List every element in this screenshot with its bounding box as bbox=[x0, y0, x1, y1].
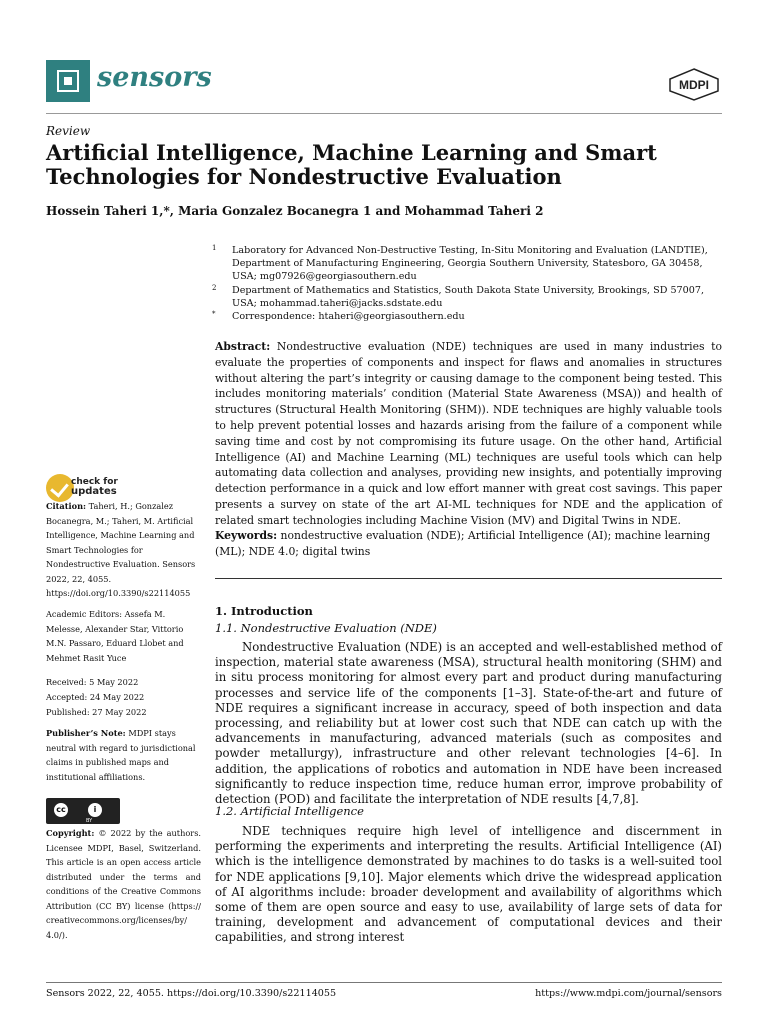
abstract bbox=[215, 339, 722, 529]
check-updates-line2: updates bbox=[71, 486, 117, 497]
paragraph-text: NDE techniques require high level of intelligence and discernment in performing the experiments and interpreting the results. Artificial Intelligence (AI) which is the intelligence demonstrated by machines to do tasks is a well-suited tool for NDE applications [9,10]. Major elements which drive the widespread application of AI algorithms include: broader development and availability of algorithms which some of them are open source and easy to use, availability of large sets of data for training, development and advancement of computational devices and their capabilities, and strong interest bbox=[215, 824, 722, 945]
academic-editors: Academic Editors: Assefa M. Melesse, Alexander Star, Vittorio M.N. Passaro, Eduard Llobet and Mehmet Rasit Yuce bbox=[46, 609, 184, 663]
footer-citation[interactable]: Sensors 2022, 22, 4055. https://doi.org/10.3390/s22114055 bbox=[46, 988, 337, 999]
affiliation-num: 2 bbox=[212, 284, 217, 292]
citation-label: Citation: bbox=[46, 501, 87, 511]
check-updates-label[interactable] bbox=[71, 477, 118, 497]
published-date: Published: 27 May 2022 bbox=[46, 707, 147, 717]
affiliation-text: Laboratory for Advanced Non-Destructive Testing, In-Situ Monitoring and Evaluation (LANDTIE), Department of Manufacturing Engineering, Georgia Southern University, Statesboro, GA 30458, USA; mg07926@georgiasouthern.edu bbox=[232, 245, 708, 283]
affiliation-text: Correspondence: htaheri@georgiasouthern.edu bbox=[232, 311, 465, 322]
paragraph bbox=[215, 824, 722, 946]
keywords-label: Keywords: bbox=[215, 529, 278, 542]
check-updates-line1: check for bbox=[71, 477, 118, 487]
affiliation-2 bbox=[214, 284, 729, 310]
abstract-label: Abstract: bbox=[215, 340, 271, 353]
footer-divider bbox=[46, 982, 722, 983]
accepted-date: Accepted: 24 May 2022 bbox=[46, 692, 145, 702]
section-heading: 1. Introduction bbox=[215, 604, 313, 618]
attribution-icon: i bbox=[86, 801, 104, 819]
by-label: BY bbox=[86, 818, 93, 824]
publisher-note bbox=[46, 726, 201, 784]
affiliation-num: * bbox=[212, 310, 216, 318]
cc-icon: cc bbox=[52, 801, 70, 819]
affiliation-num: 1 bbox=[212, 244, 217, 252]
mdpi-logo[interactable] bbox=[668, 67, 720, 101]
copyright bbox=[46, 826, 201, 942]
abstract-divider bbox=[215, 578, 722, 579]
copyright-label: Copyright: bbox=[46, 828, 95, 838]
cc-by-license-icon[interactable] bbox=[46, 798, 120, 824]
publisher-name: MDPI bbox=[679, 78, 709, 92]
correspondence bbox=[214, 310, 729, 323]
check-updates-icon[interactable] bbox=[46, 474, 74, 502]
citation-text: Taheri, H.; Gonzalez Bocanegra, M.; Taheri, M. Artificial Intelligence, Machine Learning and Smart Technologies for Nondestructive Evaluation. Sensors 2022, 22, 4055. https://doi.org/10.3390/s22114055 bbox=[46, 501, 196, 598]
paragraph bbox=[215, 640, 722, 807]
affiliation-text: Department of Mathematics and Statistics, South Dakota State University, Brookings, SD 57007, USA; mohammad.taheri@jacks.sdstate.edu bbox=[232, 285, 705, 310]
footer-journal-url[interactable]: https://www.mdpi.com/journal/sensors bbox=[535, 988, 722, 999]
publisher-note-label: Publisher’s Note: bbox=[46, 728, 126, 738]
subsection-heading: 1.1. Nondestructive Evaluation (NDE) bbox=[215, 621, 437, 635]
article-title: Artificial Intelligence, Machine Learning and Smart Technologies for Nondestructive Evaluation bbox=[46, 140, 657, 189]
author-list: Hossein Taheri 1,*, Maria Gonzalez Bocanegra 1 and Mohammad Taheri 2 bbox=[46, 204, 544, 218]
keywords-text: nondestructive evaluation (NDE); Artificial Intelligence (AI); machine learning (ML); NDE 4.0; digital twins bbox=[215, 529, 711, 558]
journal-logo-icon bbox=[46, 60, 90, 102]
affiliation-1 bbox=[214, 244, 729, 284]
subsection-heading: 1.2. Artificial Intelligence bbox=[215, 804, 364, 818]
journal-name[interactable]: sensors bbox=[97, 62, 212, 93]
keywords bbox=[215, 528, 722, 560]
article-type: Review bbox=[46, 124, 91, 138]
received-date: Received: 5 May 2022 bbox=[46, 677, 139, 687]
publisher-note-text: MDPI stays neutral with regard to jurisdictional claims in published maps and institutional affiliations. bbox=[46, 728, 196, 782]
citation bbox=[46, 499, 201, 601]
paragraph-text: Nondestructive Evaluation (NDE) is an accepted and well-established method of inspection, material state awareness (MSA), structural health monitoring (SHM) and in situ process monitoring for almost every part and product during manufacturing processes and service life of the components [1–3]. State-of-the-art and future of NDE requires a significant increase in accuracy, speed of both inspection and data processing, and reliability but at lower cost such that NDE can catch up with the advancements in manufacturing, advanced materials (such as composites and powder metallurgy), infrastructure and other relevant technologies [4–6]. In addition, the applications of robotics and automation in NDE have been increased significantly to reduce inspection time, reduce human error, improve probability of detection (POD) and facilitate the interpretation of NDE results [4,7,8]. bbox=[215, 640, 722, 807]
header-divider bbox=[46, 113, 722, 114]
copyright-text: © 2022 by the authors. Licensee MDPI, Basel, Switzerland. This article is an open access article distributed under the terms and conditions of the Creative Commons Attribution (CC BY) license (https:// creativecommons.org/licenses/by/ 4.0/). bbox=[46, 828, 201, 940]
chip-icon bbox=[57, 70, 79, 92]
abstract-text: Nondestructive evaluation (NDE) techniques are used in many industries to evaluate the properties of components and inspect for flaws and anomalies in structures without altering the part’s integrity or causing damage to the component being tested. This includes monitoring materials’ condition (Material State Awareness (MSA)) and health of structures (Structural Health Monitoring (SHM)). NDE techniques are highly valuable tools to help prevent potential losses and hazards arising from the failure of a component while saving time and cost by not compromising its future usage. On the other hand, Artificial Intelligence (AI) and Machine Learning (ML) techniques are useful tools which can help automating data collection and analyses, providing new insights, and potentially improving detection performance in a quick and low effort manner with great cost savings. This paper presents a survey on state of the art AI-ML techniques for NDE and the application of related smart technologies including Machine Vision (MV) and Digital Twins in NDE. bbox=[215, 340, 722, 527]
